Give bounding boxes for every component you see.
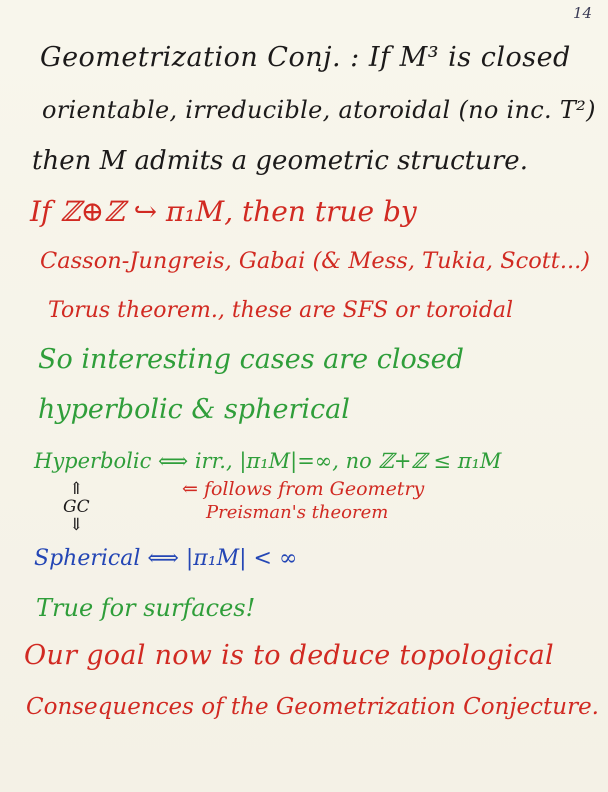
geometrization-statement-line-1: Geometrization Conj. : If M³ is closed (40, 42, 571, 73)
spherical-criterion-line: Spherical ⟺ |π₁M| < ∞ (34, 546, 298, 571)
goal-line-2: Consequences of the Geometrization Conjecture. (26, 694, 599, 720)
preismann-theorem-line: Preisman's theorem (206, 502, 389, 523)
page-number: 14 (573, 4, 593, 22)
up-double-arrow-icon: ⇑ (69, 479, 84, 499)
gc-implication-marker (63, 481, 90, 535)
geometrization-statement-line-2: orientable, irreducible, atoroidal (no inc. T²) (42, 96, 596, 124)
hyperbolic-spherical-line: hyperbolic & spherical (38, 394, 350, 425)
gc-label: GC (63, 496, 90, 517)
geometrization-statement-line-3: then M admits a geometric structure. (32, 146, 528, 176)
goal-line-1: Our goal now is to deduce topological (24, 640, 554, 671)
surfaces-line: True for surfaces! (36, 594, 256, 622)
down-double-arrow-icon: ⇓ (69, 514, 84, 535)
torus-theorem-line: Torus theorem., these are SFS or toroidal (48, 298, 514, 323)
interesting-cases-line: So interesting cases are closed (38, 344, 464, 375)
toroidal-case-line: If ℤ⊕ℤ ↪ π₁M, then true by (30, 195, 417, 228)
hyperbolic-criterion-line: Hyperbolic ⟺ irr., |π₁M|=∞, no ℤ+ℤ ≤ π₁M (34, 449, 502, 473)
follows-from-geometry-line: ⇐ follows from Geometry (182, 478, 425, 500)
references-line: Casson-Jungreis, Gabai (& Mess, Tukia, Scott...) (40, 248, 591, 274)
